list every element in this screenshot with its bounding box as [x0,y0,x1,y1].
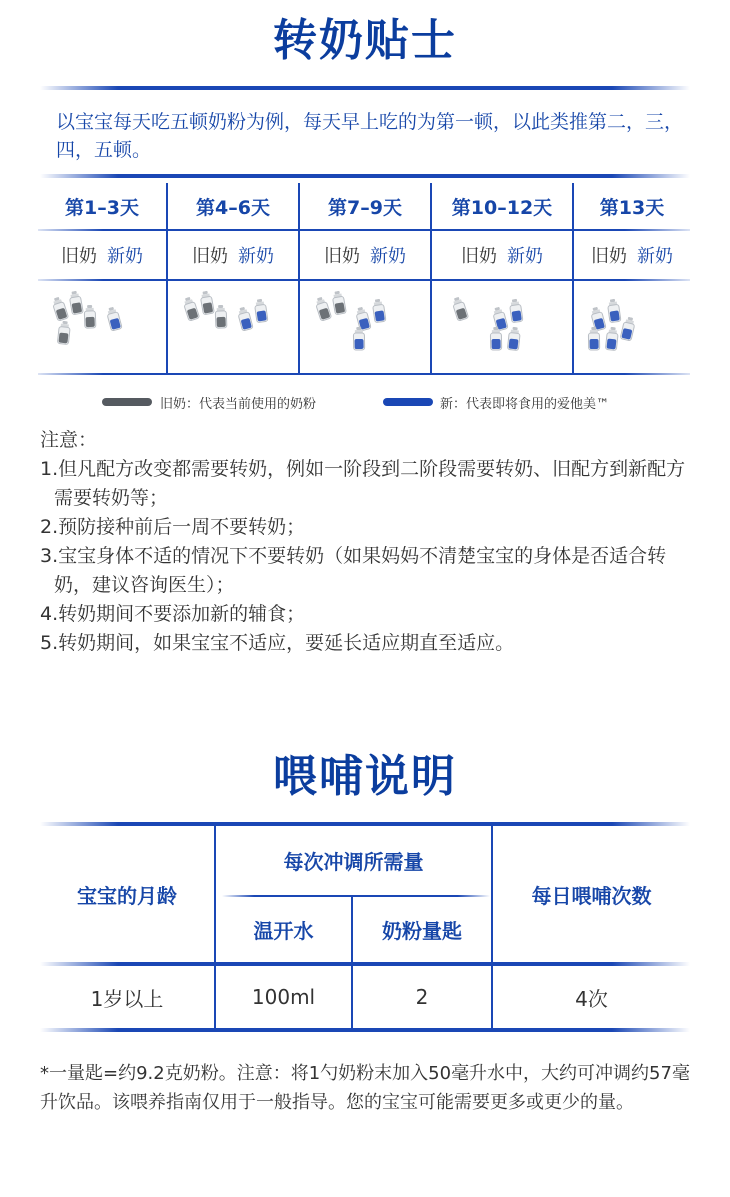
old-milk-label: 旧奶 [324,246,360,267]
note-item: 4.转奶期间不要添加新的辅食； [40,603,306,625]
divider-intro-bottom [40,174,690,178]
bottle-group [47,287,157,367]
old-milk-label: 旧奶 [591,246,627,267]
bottle-cell [168,281,300,373]
cell-scoop: 2 [415,985,429,1009]
old-bottle-icon [50,295,71,322]
old-bottle-icon [181,295,202,322]
header-feeds: 每日喂哺次数 [531,883,652,908]
cell-water: 100ml [251,985,316,1009]
section-title-feeding: 喂哺说明 [273,751,457,802]
grid-line [38,373,690,375]
header-per-feed: 每次冲调所需量 [283,850,424,874]
note-item: 3.宝宝身体不适的情况下不要转奶（如果妈妈不清楚宝宝的身体是否适合转奶，建议咨询医生）； [40,545,667,596]
cell-age: 1岁以上 [90,986,164,1011]
new-bottle-icon [235,306,255,333]
old-new-labels [432,231,574,279]
old-milk-label: 旧奶 [461,246,497,267]
note-item: 2.预防接种前后一周不要转奶； [40,516,306,538]
day-range-header: 第10–12天 [432,183,574,229]
bottle-group [447,287,557,367]
new-bottle-icon [605,298,622,324]
bottle-group [577,287,687,367]
new-bottle-icon [104,306,124,333]
new-milk-label: 新奶 [507,246,543,267]
grid-header-row [38,183,690,229]
new-bottle-icon [489,327,503,351]
legend-new-label: 新：代表即将食用的爱他美™ [440,397,610,412]
legend-old-label: 旧奶：代表当前使用的奶粉 [160,397,317,412]
new-milk-label: 新奶 [370,246,406,267]
notes [40,426,700,658]
old-bottle-icon [56,320,72,345]
old-new-labels [574,231,690,279]
day-range-header: 第1–3天 [38,183,168,229]
new-bottle-icon [587,327,601,351]
header-water: 温开水 [253,919,314,943]
legend-new-swatch [383,398,433,406]
old-new-labels [38,231,168,279]
section-title-transition: 转奶贴士 [273,15,457,66]
new-milk-label: 新奶 [107,246,143,267]
new-milk-label: 新奶 [238,246,274,267]
bottle-group [310,287,420,367]
grid-subheader-row [38,231,690,279]
old-bottle-icon [83,305,98,329]
old-milk-label: 旧奶 [61,246,97,267]
note-item: 5.转奶期间，如果宝宝不适应，要延长适应期直至适应。 [40,632,515,654]
legend-old-swatch [102,398,152,406]
old-bottle-icon [450,295,471,322]
bottle-cell [38,281,168,373]
bottle-group [178,287,288,367]
bottle-cell [432,281,574,373]
cell-feeds: 4次 [575,986,608,1011]
new-bottle-icon [506,326,522,351]
note-item: 1.但凡配方改变都需要转奶，例如一阶段到二阶段需要转奶、旧配方到新配方需要转奶等； [40,458,686,509]
old-new-labels [300,231,432,279]
new-bottle-icon [507,298,524,324]
old-bottle-icon [313,295,334,322]
bottle-cell [574,281,690,373]
old-bottle-icon [330,290,348,316]
old-bottle-icon [214,305,229,329]
table-line-bottom [40,1028,690,1032]
header-scoop: 奶粉量匙 [382,919,462,943]
new-milk-label: 新奶 [637,246,673,267]
day-range-header: 第7–9天 [300,183,432,229]
old-milk-label: 旧奶 [192,246,228,267]
intro-text: 以宝宝每天吃五顿奶粉为例，每天早上吃的为第一顿，以此类推第二，三，四，五顿。 [56,111,684,161]
day-range-header: 第13天 [599,196,665,219]
old-new-labels [168,231,300,279]
day-range-header: 第4–6天 [168,183,300,229]
bottle-cell [300,281,432,373]
grid-bottle-row [38,281,690,373]
header-age: 宝宝的月龄 [77,883,177,908]
new-bottle-icon [352,327,366,351]
new-bottle-icon [370,298,387,324]
notes-title: 注意： [40,429,98,451]
divider-top [40,86,690,90]
new-bottle-icon [252,298,269,324]
footnote: *一量匙=约9.2克奶粉。注意：将1勺奶粉末加入50毫升水中，大约可冲调约57毫升饮品。该喂养指南仅用于一般指导。您的宝宝可能需要更多或更少的量。 [40,1063,690,1113]
